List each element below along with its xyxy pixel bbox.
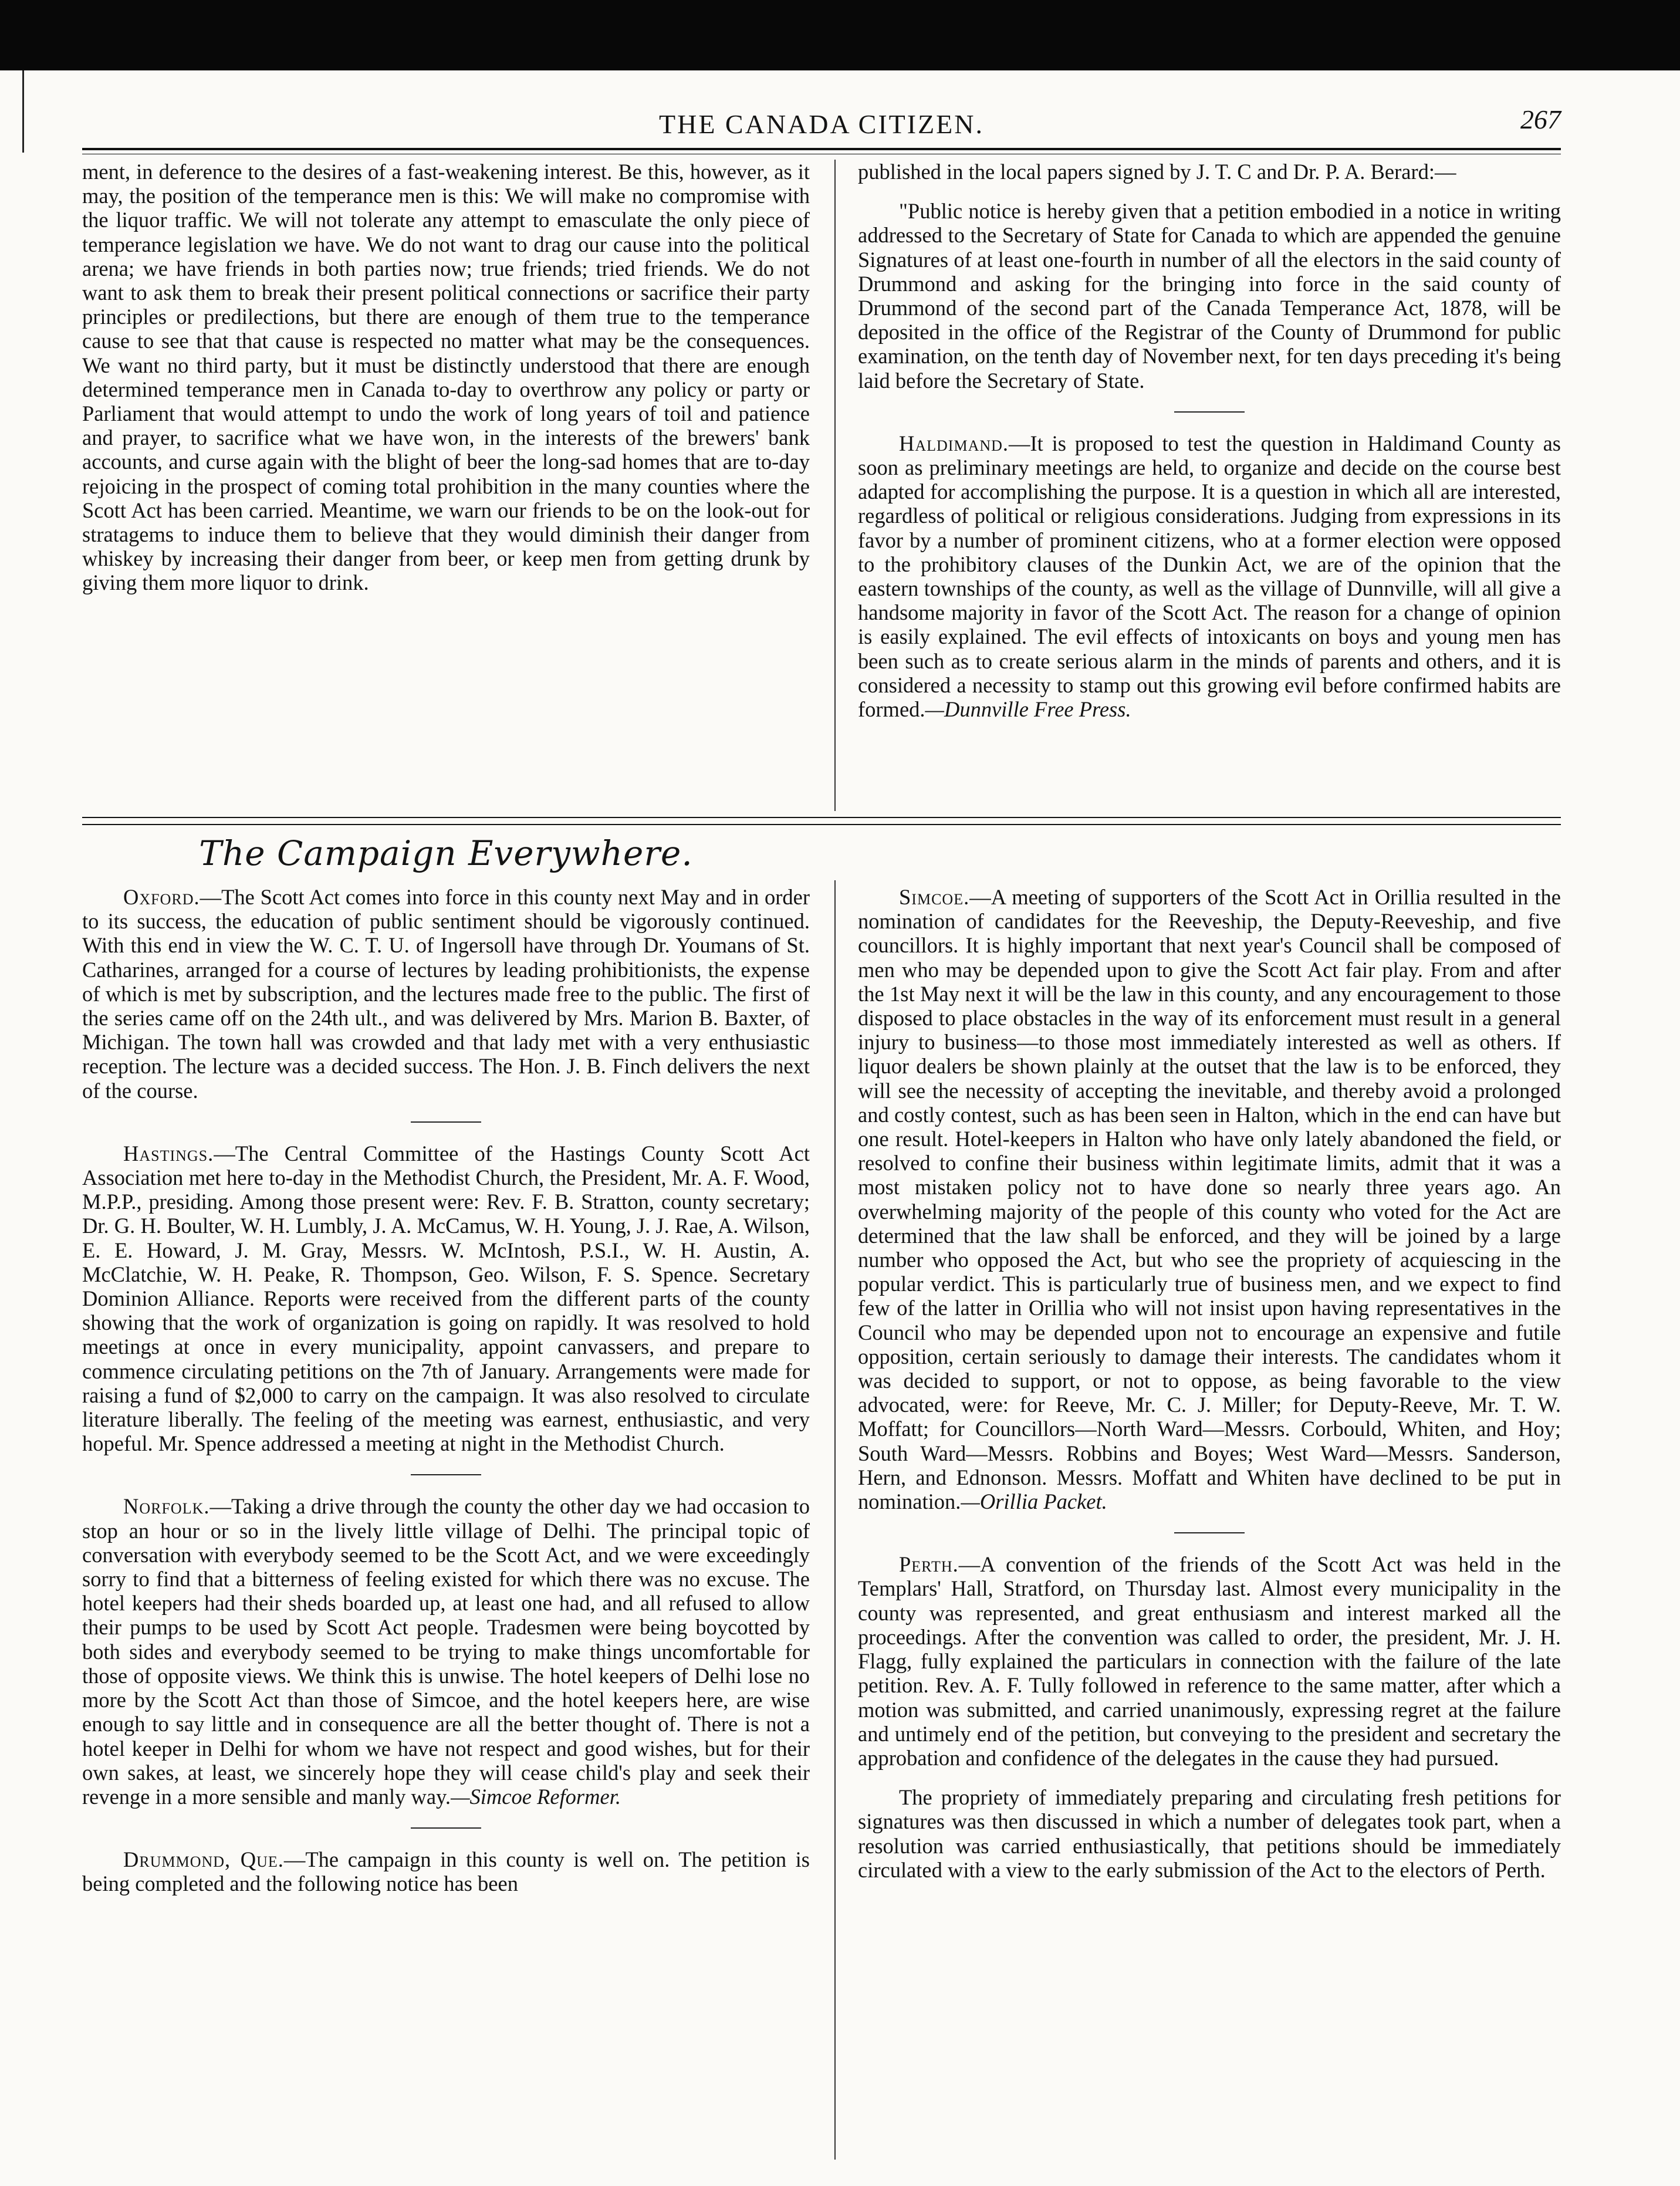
campaign-left-column [82, 885, 810, 1896]
hastings-text: —The Central Committee of the Hastings County Scott Act Association met here to-day in the Methodist Church, the President, Mr. A. F. Wood, M.P.P., presiding. Among those present were: Rev. F. B. Stratton, county secretary; Dr. G. H. Boulter, W. H. Lumbly, J. A. McCamus, W. H. Young, J. J. Rae, A. Wilson, E. E. Howard, J. M. Gray, Messrs. W. McIntosh, P.S.I., W. H. Austin, A. McClatchie, W. H. Peake, R. Thompson, Geo. Wilson, F. S. Spence. Secretary Dominion Alliance. Reports were received from the different parts of the county showing that the work of organization is going on rapidly. It was resolved to hold meetings at once in every municipality, appoint canvassers, and prepare to commence circulating petitions on the 7th of January. Arrangements were made for raising a fund of $2,000 to carry on the campaign. It was also resolved to circulate literature liberally. The feeling of the meeting was earnest, enthusiastic, and very hopeful. Mr. Spence addressed a meeting at night in the Methodist Church. [82, 1141, 810, 1456]
top-right-article [858, 160, 1561, 721]
separator-rule [411, 1827, 481, 1829]
section-title: The Campaign Everywhere. [199, 833, 693, 873]
perth-paragraph [858, 1552, 1561, 1770]
perth-text: —A convention of the friends of the Scott Act was held in the Templars' Hall, Stratford, on Thursday last. Almost every municipality in the county was represented, and great enthusiasm and interest marked all the proceedings. After the convention was called to order, the president, Mr. J. H. Flagg, fully explained the particulars in connection with the failure of the late petition. Rev. A. F. Tully followed in reference to the same matter, after which a motion was submitted, and carried unanimously, expressing regret at the failure and untimely end of the petition, but conveying to the president and secretary the approbation and confidence of the delegates in the cause they had pursued. [858, 1552, 1561, 1770]
simcoe-source: —Orillia Packet. [961, 1489, 1107, 1514]
separator-rule [1174, 411, 1245, 413]
page-header [82, 104, 1561, 144]
norfolk-paragraph [82, 1494, 810, 1809]
page-number: 267 [1520, 104, 1561, 134]
public-notice: "Public notice is hereby given that a petition embodied in a notice in writing addressed to the Secretary of State for Canada to which are appended the genuine Signatures of at least one-fourth in number of all the electors in the said county of Drummond and asking for the bringing into force in the said county of Drummond of the second part of the Canada Temperance Act, 1878, will be deposited in the office of the Registrar of the County of Drummond for public examination, on the tenth day of November next, for ten days preceding it's being laid before the Secretary of State. [858, 199, 1561, 393]
running-title: THE CANADA CITIZEN. [659, 109, 984, 139]
campaign-right-column [858, 885, 1561, 1882]
oxford-text: —The Scott Act comes into force in this county next May and in order to its success, the education of public sentiment should be vigorously continued. With this end in view the W. C. T. U. of Ingersoll have through Dr. Youmans of St. Catharines, arranged for a course of lectures by leading prohibitionists, the expense of which is met by subscription, and the lectures made free to the public. The first of the series came off on the 24th ult., and was delivered by Mrs. Marion B. Baxter, of Michigan. The town hall was crowded and that lady met with a very enthusiastic reception. The lecture was a decided success. The Hon. J. B. Finch delivers the next of the course. [82, 885, 810, 1103]
editorial-text: ment, in deference to the desires of a fast-weakening interest. Be this, however, as it may, the position of the temperance men is this: We will make no compromise with the liquor traffic. We will not tolerate any attempt to emasculate the only piece of temperance legislation we have. We do not want to drag our cause into the political arena; we have friends in both parties now; true friends; tried friends. We do not want to ask them to break their present political connections or sacrifice their party principles or predilections, but there are enough of them true to the temperance cause to see that that cause is respected no matter what may be the consequences. We want no third party, but it must be distinctly understood that there are enough determined temperance men in Canada to-day to overthrow any policy or party or Parliament that would attempt to undo the work of long years of toil and patience and prayer, to sacrifice what we have won, in the interests of the brewers' bank accounts, and curse again with the blight of beer the long-sad homes that are to-day rejoicing in the prospect of coming total prohibition in the many counties where the Scott Act has been carried. Meantime, we warn our friends to be on the look-out for stratagems to induce them to believe that they would diminish their danger from whiskey by increasing their danger from beer, or keep men from getting drunk by giving them more liquor to drink. [82, 160, 810, 595]
perth-paragraph-2: The propriety of immediately preparing and circulating fresh petitions for signatures was then discussed in which a number of delegates took part, when a resolution was carried enthusiastically, that petitions should be immediately circulated with a view to the early submission of the Act to the electors of Perth. [858, 1785, 1561, 1882]
drummond-text: —The campaign in this county is well on. The petition is being completed and the following notice has been [82, 1847, 810, 1896]
hastings-heading: Hastings. [123, 1141, 214, 1165]
norfolk-source: —Simcoe Reformer. [451, 1784, 621, 1809]
norfolk-text: —Taking a drive through the county the other day we had occasion to stop an hour or so in the lively little village of Delhi. The principal topic of conversation with everybody seemed to be the Scott Act, and we were exceedingly sorry to find that a bitterness of feeling existed for which there was no excuse. The hotel keepers had their sheds boarded up, at least one had, and all refused to allow their pumps to be used by Scott Act people. Tradesmen were being boycotted by both sides and everybody seemed to be trying to make things uncomfortable for those of opposite views. We think this is unwise. The hotel keepers of Delhi lose no more by the Scott Act than those of Simcoe, and the hotel keepers here, are wise enough to say little and in consequence are all the better thought of. There is not a hotel keeper in Delhi for whom we have not respect and good wishes, but for their own sakes, at least, we sincerely hope they will cease child's play and seek their revenge in a more sensible and manly way. [82, 1494, 810, 1809]
simcoe-paragraph [858, 885, 1561, 1513]
column-divider-top [834, 160, 836, 811]
simcoe-heading: Simcoe. [899, 885, 970, 909]
drummond-intro: published in the local papers signed by J. T. C and Dr. P. A. Berard:— [858, 160, 1456, 184]
header-rule [82, 148, 1561, 154]
haldimand-paragraph [858, 431, 1561, 721]
separator-rule [411, 1121, 481, 1123]
section-rule [82, 817, 1561, 825]
top-left-article [82, 160, 810, 595]
oxford-paragraph [82, 885, 810, 1103]
perth-heading: Perth. [899, 1552, 959, 1577]
scan-top-border [0, 0, 1680, 70]
drummond-heading: Drummond, Que. [123, 1847, 284, 1872]
haldimand-source: —Dunnville Free Press. [925, 697, 1131, 722]
separator-rule [411, 1474, 481, 1475]
scan-left-margin-line [22, 70, 24, 153]
drummond-paragraph [82, 1847, 810, 1896]
separator-rule [1174, 1532, 1245, 1533]
haldimand-text: —It is proposed to test the question in Haldimand County as soon as preliminary meetings are held, to organize and decide on the course best adapted for accomplishing the purpose. It is a question in which all are interested, regardless of political or religious considerations. Judging from expressions in its favor by a number of prominent citizens, who at a former election were opposed to the prohibitory clauses of the Dunkin Act, we are of the opinion that the eastern townships of the county, as well as the village of Dunnville, will all give a handsome majority in favor of the Scott Act. The reason for a change of opinion is easily explained. The evil effects of intoxicants on boys and young men has been such as to create serious alarm in the minds of parents and others, and it is considered a necessity to stamp out this growing evil before confirmed habits are formed. [858, 431, 1561, 722]
simcoe-text: —A meeting of supporters of the Scott Act in Orillia resulted in the nomination of candidates for the Reeveship, the Deputy-Reeveship, and five councillors. It is highly important that next year's Council shall be composed of men who may be depended upon to give the Scott Act fair play. From and after the 1st May next it will be the law in this county, and any encouragement to those disposed to place obstacles in the way of its enforcement must result in a general injury to business—to those most immediately interested as well as others. If liquor dealers be shown plainly at the outset that the law is to be enforced, they will see the necessity of accepting the inevitable, and thereby avoid a prolonged and costly contest, such as has been seen in Halton, which in the end can have but one result. Hotel-keepers in Halton who have only lately abandoned the field, or resolved to confine their business within legitimate limits, admit that it was a most mistaken policy not to have done so nearly three years ago. An overwhelming majority of the people of this county who voted for the Act are determined that the law shall be enforced, and they will be joined by a large number who opposed the Act, but who see the propriety of acquiescing in the popular verdict. This is particularly true of business men, and we expect to find few of the latter in Orillia who will not insist upon having representatives in the Council who may be depended upon not to encourage an expensive and futile opposition, certain seriously to damage their interests. The candidates whom it was decided to support, or not to oppose, as being favorable to the view advocated, were: for Reeve, Mr. C. J. Miller; for Deputy-Reeve, Mr. T. W. Moffatt; for Councillors—North Ward—Messrs. Corbould, Whiten, and Hoy; South Ward—Messrs. Robbins and Boyes; West Ward—Messrs. Sanderson, Hern, and Ednonson. Messrs. Moffatt and Whiten have declined to be put in nomination. [858, 885, 1561, 1514]
norfolk-heading: Norfolk. [123, 1494, 210, 1519]
hastings-paragraph [82, 1141, 810, 1456]
oxford-heading: Oxford. [123, 885, 200, 909]
column-divider-bottom [834, 880, 836, 2160]
haldimand-heading: Haldimand. [899, 431, 1009, 455]
